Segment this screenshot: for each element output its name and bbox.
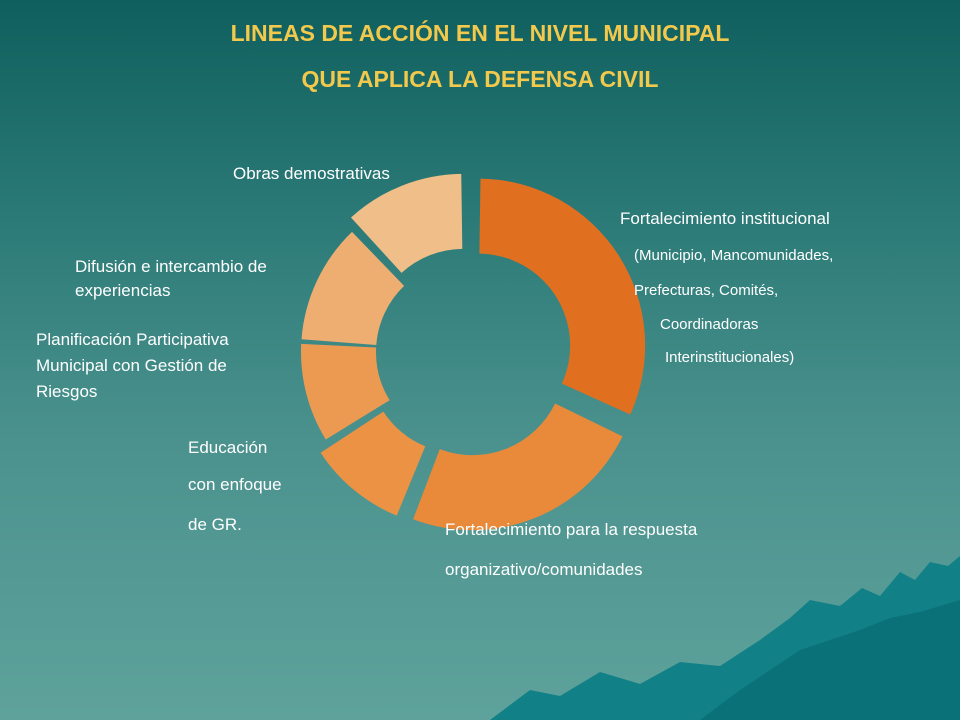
label-respuesta-line-2: organizativo/comunidades [445,560,643,579]
label-fi-line-3: Coordinadoras [660,316,759,333]
page-title-line-2: QUE APLICA LA DEFENSA CIVIL [301,66,659,92]
label-respuesta-line-1: Fortalecimiento para la respuesta [445,520,698,539]
label-obras: Obras demostrativas [233,164,390,183]
label-educacion-line-2: con enfoque [188,475,282,494]
label-planificacion-line-1: Planificación Participativa [36,330,229,349]
label-educacion-line-3: de GR. [188,515,242,534]
page-title-line-1: LINEAS DE ACCIÓN EN EL NIVEL MUNICIPAL [230,20,730,46]
label-educacion-line-1: Educación [188,438,268,457]
label-difusion-line-2: experiencias [75,281,171,300]
label-fi-line-1: (Municipio, Mancomunidades, [634,247,834,264]
label-fi-line-2: Prefecturas, Comités, [634,282,779,299]
label-fortalecimiento-institucional: Fortalecimiento institucional [620,209,830,228]
label-fi-line-4: Interinstitucionales) [665,349,795,366]
label-difusion-line-1: Difusión e intercambio de [75,257,267,276]
donut-slice-2 [413,403,622,530]
label-planificacion-line-3: Riesgos [36,382,98,401]
label-planificacion-line-2: Municipal con Gestión de [36,356,227,375]
